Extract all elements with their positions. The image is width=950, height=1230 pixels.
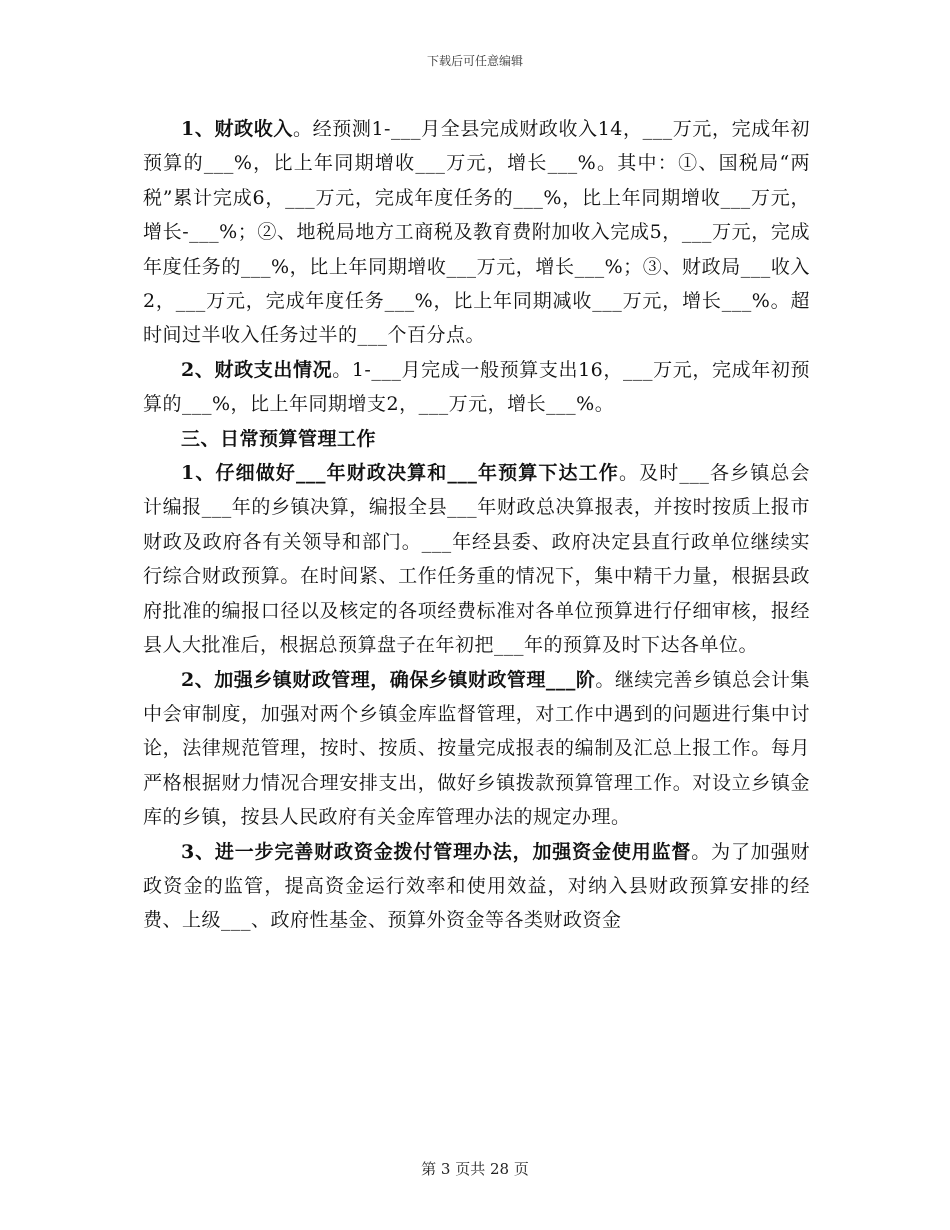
document-body (143, 112, 810, 938)
paragraph-fiscal-revenue (143, 112, 810, 353)
paragraph-lead: 2、财政支出情况 (181, 358, 333, 381)
paragraph-township-finance (143, 663, 810, 835)
paragraph-lead: 1、仔细做好___年财政决算和___年预算下达工作 (181, 462, 619, 485)
page-header: 下载后可任意编辑 (426, 54, 523, 68)
paragraph-text: 。经预测1-___月全县完成财政收入14，___万元，完成年初预算的___%，比上年同期增收___万元，增长___%。其中：①、国税局“两税”累计完成6，___万元，完成年度任务的___%，比上年同期增收___万元，增长-___%；②、地税局地方工商税及教育费附加收入完成5，___万元，完成年度任务的___%，比上年同期增收___万元，增长___%；③、财政局___收入2，___万元，完成年度任务___%，比上年同期减收___万元，增长___%。超时间过半收入任务过半的___个百分点。 (143, 118, 810, 347)
paragraph-text: 。为了加强财政资金的监管，提高资金运行效率和使用效益，对纳入县财政预算安排的经费、上级___、政府性基金、预算外资金等各类财政资金 (143, 840, 810, 932)
paragraph-text: 。继续完善乡镇总会计集中会审制度，加强对两个乡镇金库监督管理，对工作中遇到的问题进行集中讨论，法律规范管理，按时、按质、按量完成报表的编制及汇总上报工作。每月严格根据财力情况合理安排支出，做好乡镇拨款预算管理工作。对设立乡镇金库的乡镇，按县人民政府有关金库管理办法的规定办理。 (143, 668, 810, 829)
paragraph-text: 。1-___月完成一般预算支出16，___万元，完成年初预算的___%，比上年同期增支2，___万元，增长___%。 (143, 358, 810, 416)
paragraph-lead: 2、加强乡镇财政管理，确保乡镇财政管理___阶 (181, 668, 596, 691)
section-heading: 三、日常预算管理工作 (181, 427, 377, 450)
paragraph-fund-supervision (143, 835, 810, 938)
paragraph-fiscal-expenditure (143, 353, 810, 422)
paragraph-lead: 3、进一步完善财政资金拨付管理办法，加强资金使用监督 (181, 840, 692, 863)
paragraph-final-accounts (143, 456, 810, 662)
paragraph-lead: 1、财政收入 (181, 118, 293, 140)
paragraph-text: 。及时___各乡镇总会计编报___年的乡镇决算，编报全县___年财政总决算报表，并按时按质上报市财政及政府各有关领导和部门。___年经县委、政府决定县直行政单位继续实行综合财政预算。在时间紧、工作任务重的情况下，集中精干力量，根据县政府批准的编报口径以及核定的各项经费标准对各单位预算进行仔细审核，报经县人大批准后，根据总预算盘子在年初把___年的预算及时下达各单位。 (143, 462, 810, 657)
page-footer: 第 3 页共 28 页 (421, 1160, 529, 1178)
